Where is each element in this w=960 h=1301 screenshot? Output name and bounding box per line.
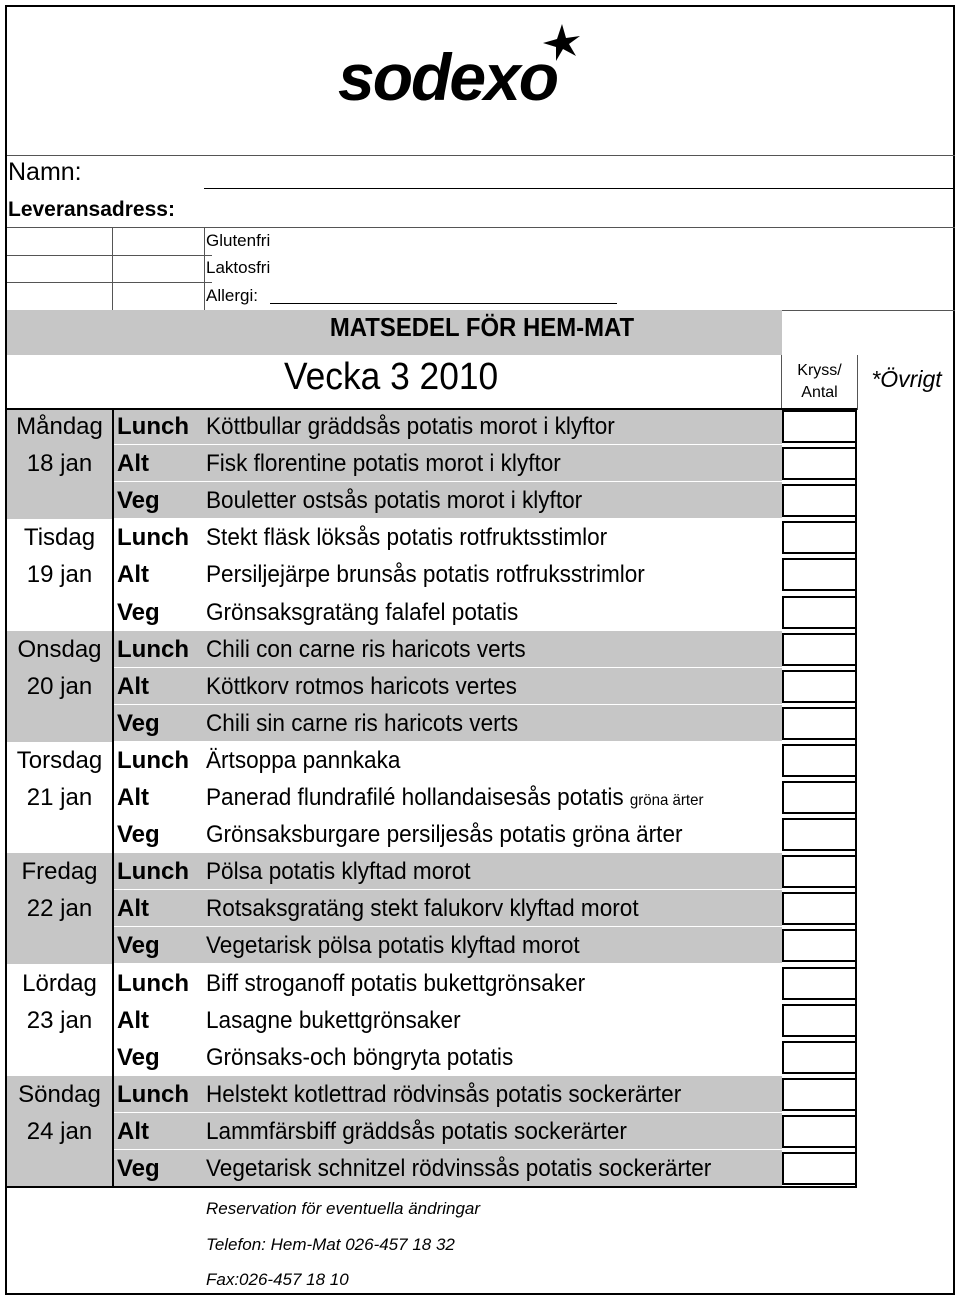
- dish-text: Köttkorv rotmos haricots vertes: [206, 672, 517, 700]
- dish-name: [206, 779, 703, 819]
- order-checkbox[interactable]: [782, 892, 857, 925]
- meal-type: Alt: [117, 450, 149, 478]
- address-label: Leveransadress:: [8, 198, 175, 221]
- order-checkbox[interactable]: [782, 1004, 857, 1037]
- table-row: [7, 705, 955, 742]
- order-checkbox[interactable]: [782, 1152, 857, 1185]
- order-checkbox[interactable]: [782, 818, 857, 851]
- meal-type: Veg: [117, 821, 160, 849]
- day-date: 21 jan: [26, 784, 93, 811]
- option-glutenfri: Glutenfri: [206, 231, 271, 250]
- order-checkbox[interactable]: [782, 1078, 857, 1111]
- dish-name: [206, 408, 615, 445]
- table-row: [7, 1002, 955, 1039]
- dish-name: [206, 594, 518, 631]
- day-cell: [7, 816, 112, 853]
- meal-type: Lunch: [117, 524, 189, 552]
- table-row: [7, 1039, 955, 1076]
- day-cell: [7, 1039, 112, 1076]
- table-row: [7, 1076, 955, 1113]
- table-row: [7, 1150, 955, 1187]
- order-checkbox[interactable]: [782, 929, 857, 962]
- dish-text: Fisk florentine potatis morot i klyftor: [206, 450, 561, 478]
- dish-text: Grönsaks-och böngryta potatis: [206, 1043, 514, 1071]
- day-name: Onsdag: [17, 635, 102, 663]
- order-checkbox[interactable]: [782, 596, 857, 629]
- order-checkbox[interactable]: [782, 1115, 857, 1148]
- menu-title: MATSEDEL FÖR HEM-MAT: [329, 312, 635, 342]
- meal-type: Veg: [117, 487, 160, 515]
- order-checkbox[interactable]: [782, 855, 857, 888]
- dish-name: [206, 556, 645, 593]
- dish-text: Panerad flundrafilé hollandaisesås potatis: [206, 784, 624, 811]
- week-title: Vecka 3 2010: [284, 356, 499, 398]
- table-row: [7, 594, 955, 631]
- table-row: [7, 408, 955, 445]
- dish-text-small: gröna ärter: [629, 792, 704, 809]
- table-row: [7, 890, 955, 927]
- dish-name: [206, 482, 582, 519]
- dish-name: [206, 631, 526, 668]
- day-cell: [7, 1150, 112, 1187]
- dish-text: Rotsaksgratäng stekt falukorv klyftad morot: [206, 895, 639, 923]
- day-name: Söndag: [18, 1080, 101, 1108]
- footer-note: Reservation för eventuella ändringar: [206, 1199, 481, 1218]
- meal-type: Alt: [117, 784, 149, 811]
- table-row: [7, 853, 955, 890]
- dish-text: Lasagne bukettgrönsaker: [206, 1006, 461, 1034]
- table-row: [7, 965, 955, 1002]
- dish-text: Chili sin carne ris haricots verts: [206, 709, 519, 737]
- table-row: [7, 556, 955, 593]
- day-cell: [7, 927, 112, 964]
- day-name: Fredag: [21, 858, 98, 886]
- meal-type: Veg: [117, 1043, 160, 1071]
- order-checkbox[interactable]: [782, 447, 857, 480]
- day-cell: [7, 705, 112, 742]
- day-date: 18 jan: [26, 450, 93, 478]
- day-name: Lördag: [22, 969, 97, 997]
- meal-type: Alt: [117, 1006, 149, 1034]
- dish-text: Köttbullar gräddsås potatis morot i klyftor: [206, 413, 615, 440]
- dish-name: [206, 816, 683, 853]
- order-checkbox[interactable]: [782, 670, 857, 703]
- order-checkbox[interactable]: [782, 1041, 857, 1074]
- footer-fax: Fax:026-457 18 10: [206, 1270, 349, 1289]
- dish-text: Chili con carne ris haricots verts: [206, 635, 526, 663]
- dish-text: Bouletter ostsås potatis morot i klyftor: [206, 487, 583, 515]
- table-row: [7, 742, 955, 779]
- dish-name: [206, 965, 585, 1002]
- table-row: [7, 927, 955, 964]
- table-row: [7, 1113, 955, 1150]
- day-date: 23 jan: [26, 1006, 93, 1034]
- table-row: [7, 779, 955, 816]
- meal-type: Lunch: [117, 746, 189, 774]
- day-date: 24 jan: [26, 1117, 93, 1145]
- day-date: 20 jan: [26, 672, 93, 700]
- option-laktosfri: Laktosfri: [206, 258, 271, 277]
- dish-name: [206, 668, 517, 705]
- order-checkbox[interactable]: [782, 707, 857, 740]
- table-row: [7, 482, 955, 519]
- day-cell: [7, 594, 112, 631]
- meal-type: Veg: [117, 932, 160, 960]
- day-date: 19 jan: [26, 561, 93, 589]
- meal-type: Alt: [117, 1117, 149, 1145]
- meal-type: Alt: [117, 895, 149, 923]
- dish-name: [206, 853, 471, 890]
- column-divider: [112, 408, 114, 1187]
- table-row: [7, 445, 955, 482]
- row-divider: [114, 1186, 782, 1187]
- dish-name: [206, 1113, 627, 1150]
- order-checkbox[interactable]: [782, 781, 857, 814]
- footer-phone: Telefon: Hem-Mat 026-457 18 32: [206, 1235, 455, 1254]
- dish-text: Grönsaksgratäng falafel potatis: [206, 598, 519, 626]
- meal-type: Veg: [117, 1155, 160, 1182]
- option-allergi: Allergi:: [206, 286, 258, 305]
- dish-name: [206, 705, 518, 742]
- meal-type: Alt: [117, 561, 149, 589]
- table-row: [7, 668, 955, 705]
- dish-name: [206, 1039, 513, 1076]
- meal-type: Lunch: [117, 1080, 189, 1108]
- dish-text: Helstekt kotlettrad rödvinsås potatis sockerärter: [206, 1080, 682, 1108]
- day-name: Måndag: [16, 413, 103, 440]
- order-checkbox[interactable]: [782, 633, 857, 666]
- meal-type: Lunch: [117, 858, 189, 886]
- dish-name: [206, 445, 561, 482]
- name-label: Namn:: [8, 158, 82, 186]
- dish-text: Ärtsoppa pannkaka: [206, 746, 401, 774]
- dish-text: Pölsa potatis klyftad morot: [206, 858, 471, 886]
- logo-text: sodexo: [338, 40, 558, 112]
- order-checkbox[interactable]: [782, 967, 857, 1000]
- table-row: [7, 519, 955, 556]
- dish-text: Lammfärsbiff gräddsås potatis sockerärter: [206, 1117, 627, 1145]
- meal-type: Veg: [117, 709, 160, 737]
- order-checkbox[interactable]: [782, 484, 857, 517]
- meal-type: Alt: [117, 672, 149, 700]
- dish-text: Vegetarisk pölsa potatis klyftad morot: [206, 932, 580, 960]
- meal-type: Lunch: [117, 413, 189, 440]
- dish-name: [206, 1150, 711, 1187]
- day-cell: [7, 482, 112, 519]
- dish-name: [206, 742, 400, 779]
- table-row: [7, 631, 955, 668]
- kryss-antal-header: Kryss/ Antal: [797, 362, 842, 401]
- day-name: Tisdag: [23, 524, 96, 552]
- dish-name: [206, 1002, 461, 1039]
- dish-name: [206, 890, 639, 927]
- meal-type: Veg: [117, 598, 160, 626]
- order-checkbox[interactable]: [782, 558, 857, 591]
- meal-type: Lunch: [117, 969, 189, 997]
- ovrigt-header: *Övrigt: [871, 366, 942, 392]
- dish-text: Persiljejärpe brunsås potatis rotfruksstrimlor: [206, 561, 645, 589]
- table-row: [7, 816, 955, 853]
- meal-type: Lunch: [117, 635, 189, 663]
- dish-name: [206, 927, 580, 964]
- dish-text: Vegetarisk schnitzel rödvinssås potatis sockerärter: [206, 1155, 712, 1182]
- dish-text: Stekt fläsk löksås potatis rotfruktsstimlor: [206, 524, 608, 552]
- dish-text: Biff stroganoff potatis bukettgrönsaker: [206, 969, 586, 997]
- day-name: Torsdag: [16, 746, 103, 774]
- order-checkbox[interactable]: [782, 744, 857, 777]
- order-checkbox[interactable]: [782, 410, 857, 443]
- day-date: 22 jan: [26, 895, 93, 923]
- dish-text: Grönsaksburgare persiljesås potatis gröna ärter: [206, 821, 683, 849]
- dish-name: [206, 1076, 681, 1113]
- order-checkbox[interactable]: [782, 521, 857, 554]
- dish-name: [206, 519, 607, 556]
